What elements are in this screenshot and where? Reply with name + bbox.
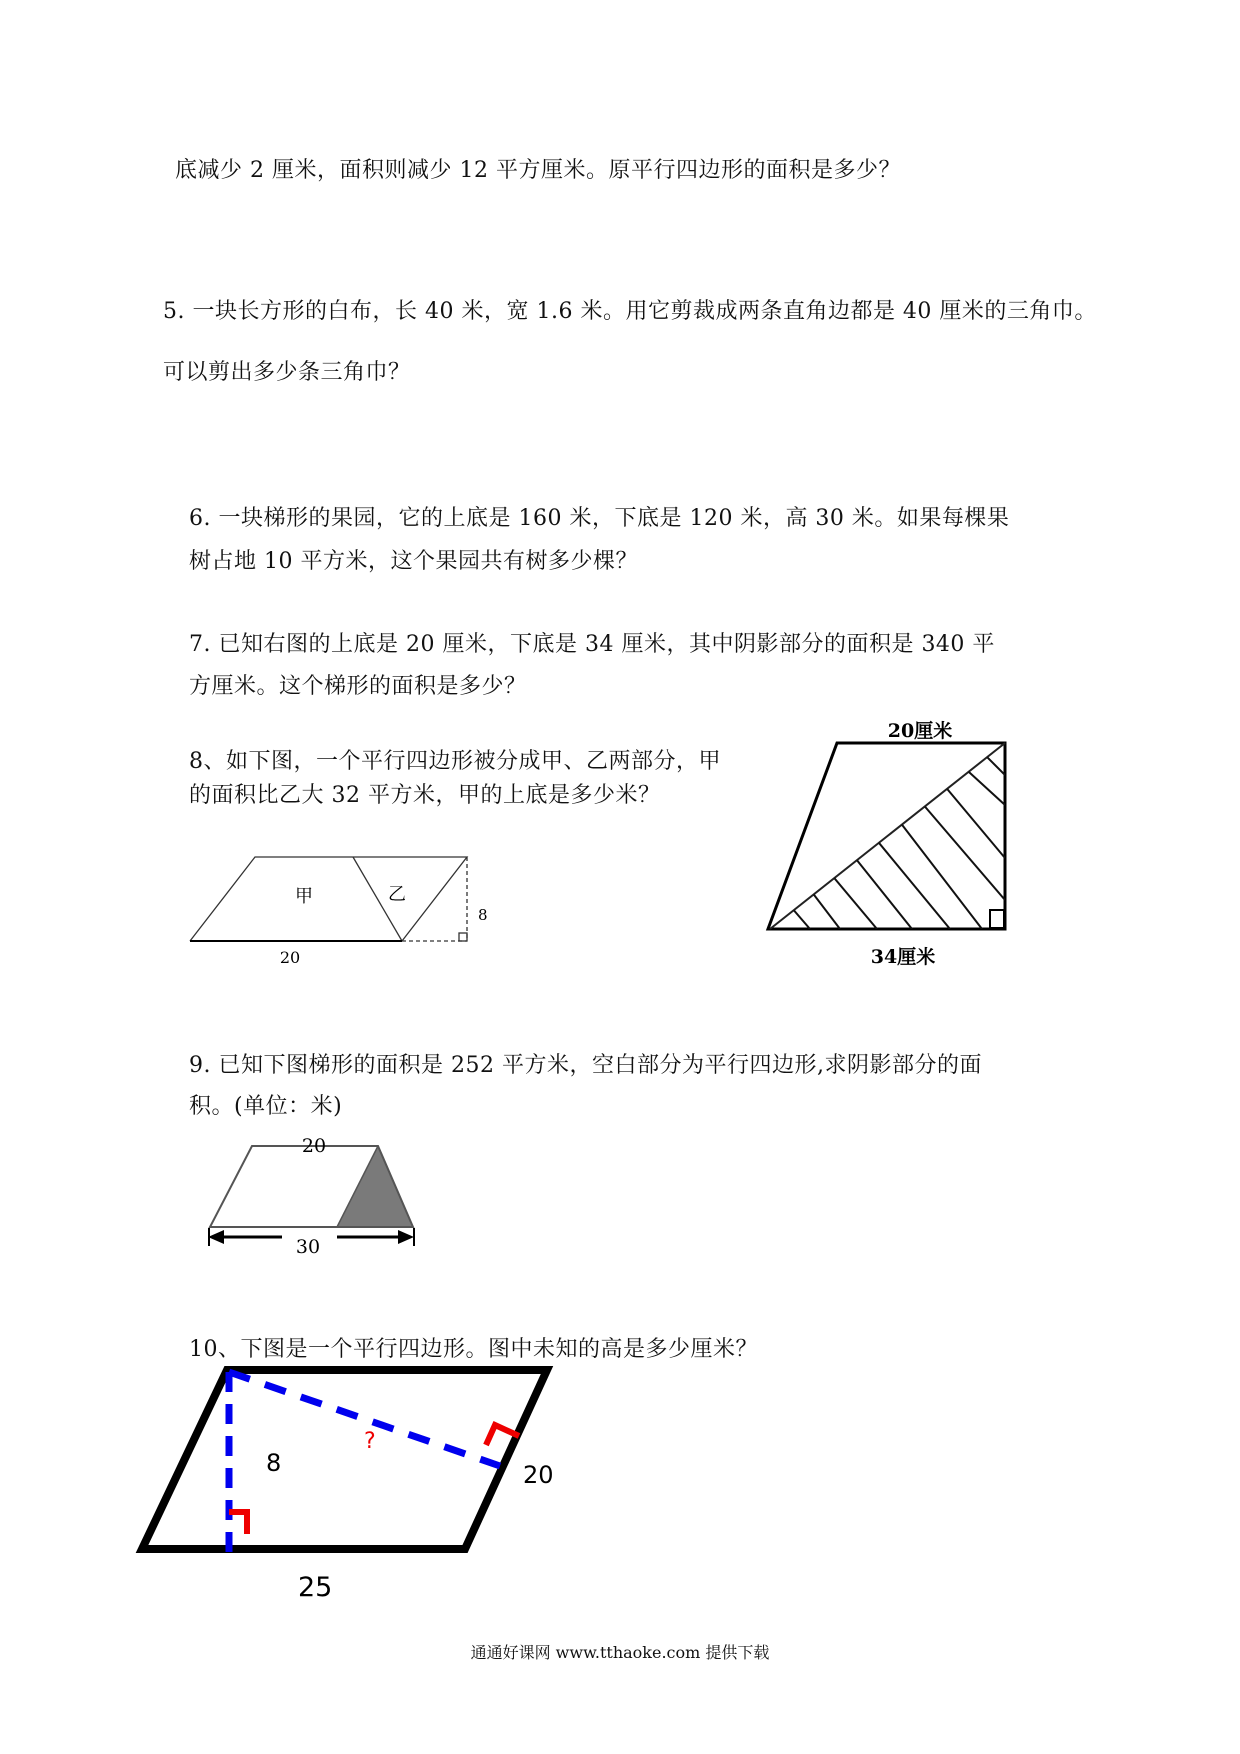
q7-line2: 方厘米。这个梯形的面积是多少？: [189, 674, 527, 699]
fig10-parallelogram: [142, 1370, 554, 1603]
q8-line2: 的面积比乙大 32 平方米，甲的上底是多少米？: [189, 783, 661, 808]
q6-line2: 树占地 10 平方米，这个果园共有树多少棵？: [189, 549, 638, 574]
fig8-base: 20: [279, 948, 301, 967]
q9-line1: 9. 已知下图梯形的面积是 252 平方米，空白部分为平行四边形,求阴影部分的面: [189, 1053, 982, 1078]
fig9-trapezoid: [208, 1135, 414, 1258]
fig10-base: 25: [298, 1572, 333, 1603]
fig10-side: 20: [523, 1461, 554, 1489]
fig8-height: 8: [478, 906, 488, 924]
q5-line2: 可以剪出多少条三角巾？: [163, 360, 411, 385]
q6-line1: 6. 一块梯形的果园，它的上底是 160 米，下底是 120 米，高 30 米。如果每棵果: [189, 506, 1010, 531]
fig8-part-b: 乙: [388, 884, 406, 905]
fig7-bottom-label: 34厘米: [870, 946, 936, 968]
fig9-top: 20: [301, 1135, 327, 1157]
arrow-right-icon: [398, 1230, 414, 1244]
arrow-left-icon: [208, 1230, 224, 1244]
footer: 通通好课网 www.tthaoke.com 提供下载: [470, 1643, 770, 1662]
fig7-top-label: 20厘米: [887, 720, 953, 742]
q10-text: 10、下图是一个平行四边形。图中未知的高是多少厘米？: [189, 1337, 758, 1362]
fig10-unknown: ?: [364, 1429, 376, 1454]
fig7-trapezoid: [768, 719, 1005, 968]
q8-line1: 8、如下图，一个平行四边形被分成甲、乙两部分，甲: [189, 749, 721, 774]
q7-line1: 7. 已知右图的上底是 20 厘米，下底是 34 厘米，其中阴影部分的面积是 340 平: [189, 632, 995, 657]
fig7-hatching: [785, 748, 1005, 929]
fig10-height: 8: [266, 1449, 282, 1477]
right-angle-mark: [990, 910, 1004, 928]
q5-line1: 5. 一块长方形的白布，长 40 米，宽 1.6 米。用它剪裁成两条直角边都是 40 厘米的三角巾。: [163, 299, 1097, 324]
fig8-parallelogram: [190, 857, 488, 967]
fig8-part-a: 甲: [295, 886, 313, 907]
fig9-bottom: 30: [295, 1236, 321, 1258]
q4-continuation: 底减少 2 厘米，面积则减少 12 平方厘米。原平行四边形的面积是多少？: [175, 158, 901, 183]
q9-line2: 积。(单位：米): [189, 1094, 343, 1119]
